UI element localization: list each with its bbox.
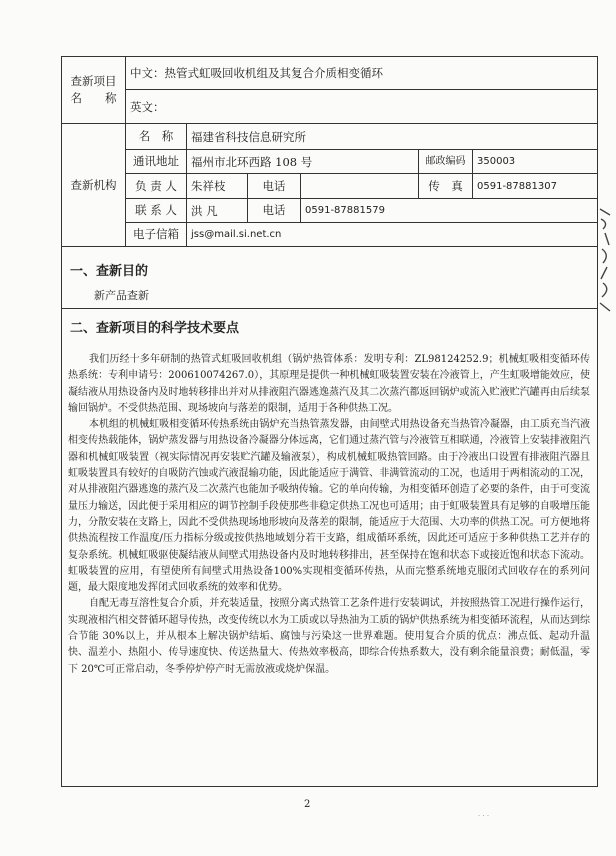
email-label: 电子信箱 — [126, 223, 187, 247]
postcode-label: 邮政编码 — [419, 150, 473, 174]
phone-label-2: 电话 — [248, 199, 301, 223]
fax-label: 传 真 — [419, 174, 473, 199]
info-table — [61, 56, 598, 247]
address-label: 通讯地址 — [126, 150, 187, 174]
phone-label-1: 电话 — [248, 174, 301, 199]
chinese-title: 中文：热管式虹吸回收机组及其复合介质相变循环 — [130, 66, 383, 80]
name-label: 名 称 — [126, 124, 187, 150]
section2-heading: 二、查新项目的科学技术要点 — [70, 321, 240, 336]
section1-divider — [61, 308, 598, 309]
leader-value: 朱祥枝 — [187, 174, 248, 199]
paragraph-3: 自配无毒互溶性复合介质，并充装适量，按照分离式热管工艺条件进行安装调试，并按照热管工况进行操作运行，实现液相汽相交替循环超导传热，改变传统以水为工质或以导热油为工质的锅炉供热系统为相变循环流程，从而达到综合节能 30%以上，并从根本上解决锅炉结垢、腐蚀与污染这一世界难题。使用复合介质的优点：沸点低、起动升温快、温差小、热阻小、传导速度快、传送热量大、传热效率极高，即综合传热系数大，没有剩余能量浪费；耐低温，零下 20℃可正常启动，冬季停炉停产时无需放液或烧炉保温。 — [68, 598, 590, 675]
section2-body — [68, 352, 590, 678]
section1-heading: 一、查新目的 — [70, 264, 149, 279]
page-border-bottom — [61, 786, 598, 787]
leader-label: 负 责 人 — [126, 174, 187, 199]
address-value: 福州市北环西路 108 号 — [187, 150, 419, 174]
fax-value: 0591-87881307 — [473, 174, 598, 199]
chinese-title-cell — [126, 57, 598, 90]
page-number: 2 — [304, 799, 311, 810]
scan-artifact: · · · — [478, 812, 490, 820]
paragraph-2: 本机组的机械虹吸相变循环传热系统由锅炉充当热管蒸发器，由间壁式用热设备充当热管冷凝器，由工质充当汽液相变传热载能体，锅炉蒸发器与用热设备冷凝器分体远离，它们通过蒸汽管与冷液管互相联通，冷液管上安装排液阻汽器和机械虹吸装置（视实际情况再安装贮汽罐及输液泵），构成机械虹吸热管回路。由于冷液出口设置有排液阻汽器且虹吸装置具有较好的自吸防汽蚀或汽液混输功能，因此能适应于满管、非满管流动的工况，也适用于两相流动的工况，对从排液阻汽器逃逸的蒸汽及二次蒸汽也能加予吸纳传输。它的单向传输，为相变循环创造了必要的条件，由于可变流量压力输送，因此便于采用相应的调节控制手段使那些非稳定供热工况也可适用；由于虹吸装置具有足够的自吸增压能力，分散安装在支路上，因此不受供热现场地形坡向及落差的限制，能适应于大范围、大功率的供热工况。可方便地将供热流程按工作温度/压力指标分级或按供热地域划分若干支路，组成循环系统，因此还可适应于多种供热工艺并存的复杂系统。机械虹吸驱使凝结液从间壁式用热设备内及时地转移排出，甚至保持在饱和状态下或接近饱和状态下流动。虹吸装置的应用，有望使所有间壁式用热设备100%实现相变循环传热，从而完整系统地克服闭式回收存在的系列问题，最大限度地发挥闭式回收系统的效率和优势。 — [68, 419, 590, 594]
phone-value-1 — [301, 174, 419, 199]
contact-label: 联 系 人 — [126, 199, 187, 223]
english-title: 英文： — [130, 99, 165, 114]
contact-value: 洪 凡 — [187, 199, 248, 223]
org-label: 查新机构 — [62, 124, 126, 247]
paragraph-1: 我们历经十多年研制的热管式虹吸回收机组（锅炉热管体系：发明专利：ZL98124252.9；机械虹吸相变循环传热系统：专利申请号：200610074267.0），其原理是提供一种机械虹吸装置安装在冷液管上，产生虹吸增能效应，使凝结液从用热设备内及时地转移排出并对从排液阻汽器逃逸蒸汽及其二次蒸汽都返回锅炉或流入贮液贮汽罐再由后续泵输回锅炉。不受供热范围、现场坡向与落差的限制，适用于各种供热工况。 — [68, 354, 590, 414]
english-title-cell — [126, 90, 598, 124]
name-value: 福建省科技信息研究所 — [187, 124, 598, 150]
margin-handwriting-mark — [597, 205, 613, 315]
email-value: jss@mail.si.net.cn — [187, 223, 598, 247]
page-border-right — [597, 56, 598, 786]
section1-content: 新产品查新 — [94, 289, 149, 302]
page-border-left — [61, 56, 62, 786]
postcode-value: 350003 — [473, 150, 598, 174]
phone-value-2: 0591-87881579 — [301, 199, 598, 223]
project-name-label: 查新项目 名 称 — [62, 57, 126, 124]
